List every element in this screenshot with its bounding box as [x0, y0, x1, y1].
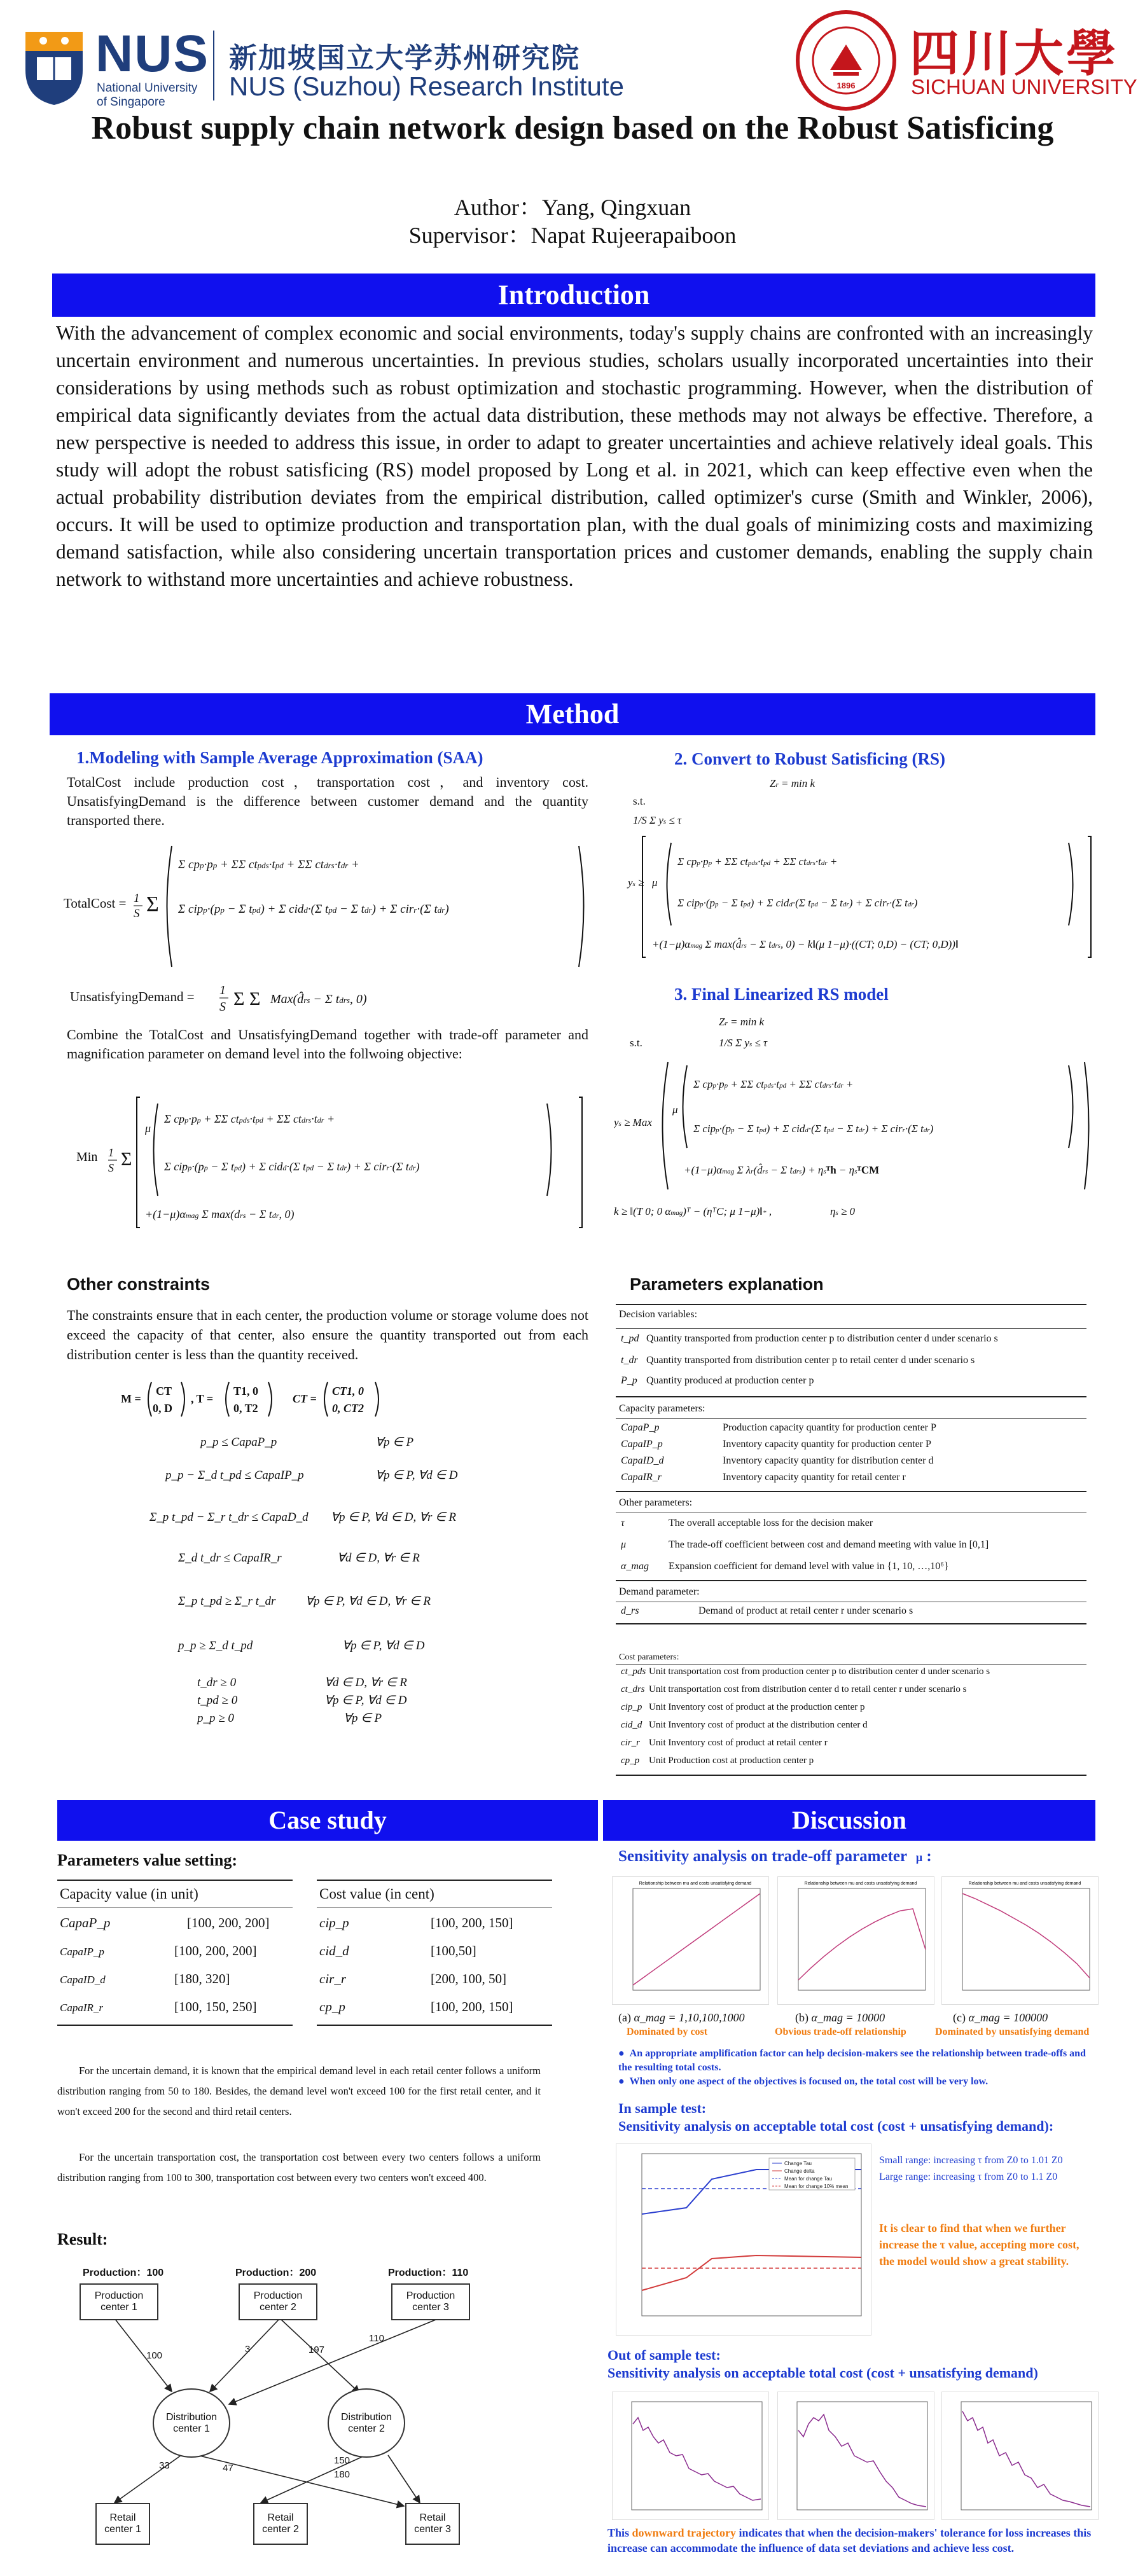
large-range-text: Large range: increasing τ from Z0 to 1.1 Z0 [879, 2171, 1058, 2182]
svg-text:Σ cipp·(pp − Σ tpd) + Σ cidd·(: Σ cipp·(pp − Σ tpd) + Σ cidd·(Σ tpd − Σ tdr) + Σ cirr·(Σ tdr) [164, 1160, 420, 1173]
decision-label: Decision variables: [619, 1309, 698, 1320]
supervisor: Supervisor：Napat Rujeerapaiboon [408, 223, 737, 248]
nus-crest-icon [19, 25, 89, 108]
chart-c-series [962, 1894, 1090, 1978]
svg-text:Σ cipp·(pp − Σ tpd) + Σ cidd·(: Σ cipp·(pp − Σ tpd) + Σ cidd·(Σ tpd − Σ tdr) + Σ cirr·(Σ tdr) [693, 1123, 934, 1135]
unsat-formula [219, 976, 487, 1021]
objective-formula [108, 1094, 598, 1234]
constraint-row: p_p ≥ 0 ∀p ∈ P [197, 1712, 382, 1725]
rs-formula [627, 773, 1097, 964]
chart-a-title: Relationship between mu and costs unsatisfying demand [639, 1881, 752, 1886]
case-heading: Case study [57, 1800, 598, 1841]
unsat-equation [64, 976, 598, 1021]
prod-label-3: Production：110 [388, 2268, 469, 2278]
outsample-chart-2 [777, 2392, 934, 2520]
svg-text:μ: μ [672, 1104, 678, 1116]
nus-suzhou-cn: 新加坡国立大学苏州研究院 [229, 42, 580, 74]
production-center-3: Production center 3 [391, 2283, 470, 2320]
case-param-title: Parameters value setting: [57, 1851, 238, 1869]
constraint-row: t_dr ≥ 0 ∀d ∈ D, ∀r ∈ R [197, 1676, 407, 1689]
outsample-chart-1-svg [613, 2392, 768, 2519]
totalcost-formula [134, 840, 598, 973]
case-para-2: For the uncertain transportation cost, the transportation cost between every two centers follows a uniform distribution ranging from 100 to 300, transportation cost between every two centers won't exceed 400. [57, 2151, 541, 2184]
sens1-title: Sensitivity analysis on trade-off parameter μ : [618, 1848, 932, 1865]
capacity-row: CapaID_d Inventory capacity quantity for distribution center d [621, 1455, 934, 1466]
svg-text:S: S [219, 1000, 226, 1014]
subcaption-c: (c) α_mag = 100000 [953, 2011, 1048, 2024]
outsample-2-series [798, 2414, 926, 2507]
nus-wordmark: NUS [95, 25, 210, 83]
sensitivity-chart-a [612, 1876, 769, 2005]
cap-table-row: CapaP_p [100, 200, 200] [60, 1915, 270, 1930]
stability-text: It is clear to find that when we further increase the τ value, accepting more cost, the model would show a great stability. [879, 2222, 1079, 2268]
decision-row: t_pd Quantity transported from production center p to distribution center d under scenario s [621, 1333, 998, 1344]
svg-text:Σ: Σ [146, 892, 159, 916]
svg-text:CT1, 0: CT1, 0 [332, 1385, 364, 1397]
cost-row: ct_pds Unit transportation cost from production center p to distribution center d under scenario s [621, 1666, 990, 1677]
method-s1-title: 1.Modeling with Sample Average Approximation (SAA) [76, 748, 483, 767]
subcaption-b: (b) α_mag = 10000 [795, 2011, 885, 2024]
scu-year: 1896 [836, 81, 856, 90]
sensitivity-chart-c [941, 1876, 1099, 2005]
other-param-row: μ The trade-off coefficient between cost and demand meeting with value in [0,1] [621, 1539, 989, 1550]
constraint-row: p_p ≤ CapaP_p ∀p ∈ P [200, 1436, 414, 1449]
svg-text:ys ≥: ys ≥ [628, 876, 644, 889]
method-s3-title: 3. Final Linearized RS model [674, 985, 889, 1004]
production-center-1: Production center 1 [80, 2283, 158, 2320]
svg-text:Max(d̂rs − Σ tdrs, 0): Max(d̂rs − Σ tdrs, 0) [270, 992, 367, 1006]
intro-text: With the advancement of complex economic and social environments, today's supply chains are confronted with an increasingly uncertain environment and numerous uncertainties. In previous studies, scholars usually incorporated uncertainties into their considerations by using methods such as robust optimization and stochastic programming. However, when the distribution of empirical data significantly deviates from the actual data distribution, these methods may not always be effective. Therefore, a new perspective is needed to address this issue, in order to adapt to greater uncertainties and achieve relatively ideal goals. This study will adopt the robust satisficing (RS) model proposed by Long et al. in 2021, which can keep effective even when the actual probability distribution deviates from the empirical distribution, called optimizer's curse (Smith and Winkler, 2006), occurs. It will be used to optimize production and transportation plan, with the dual goals of minimizing costs and maximizing demand satisfaction, while also considering uncertain transportation prices and customer demands, enabling the supply chain network to withstand more uncertainties and achieve robustness. [56, 322, 1093, 590]
svg-text:0, D: 0, D [153, 1402, 172, 1415]
outsample-chart-3 [941, 2392, 1099, 2520]
intro-heading: Introduction [52, 274, 1095, 317]
other-constraints-title: Other constraints [67, 1275, 211, 1294]
svg-text:ηs ≥ 0: ηs ≥ 0 [830, 1205, 856, 1217]
caption-c: Dominated by unsatisfying demand [935, 2026, 1090, 2037]
svg-text:Zr = min k: Zr = min k [770, 777, 815, 789]
svg-text:+(1−μ)αmag Σ λr(d̂rs − Σ tdrs): +(1−μ)αmag Σ λr(d̂rs − Σ tdrs) + ηsᵀh − ηsᵀCM [684, 1164, 880, 1176]
chart-c-svg [942, 1877, 1098, 2004]
cost-row: cid_d Unit Inventory cost of product at the distribution center d [621, 1720, 868, 1730]
svg-text:CT: CT [156, 1385, 172, 1397]
cost-label: Cost parameters: [619, 1652, 679, 1662]
chart-c-title: Relationship between mu and costs unsatisfying demand [968, 1881, 1081, 1886]
svg-text:Σ cipp·(pp − Σ tpd) + Σ cidd·(: Σ cipp·(pp − Σ tpd) + Σ cidd·(Σ tpd − Σ tdr) + Σ cirr·(Σ tdr) [677, 897, 918, 909]
prod-label-2: Production：200 [235, 2268, 317, 2278]
params-box [609, 1304, 1093, 1792]
capacity-label: Capacity parameters: [619, 1403, 705, 1414]
chart-b-series [798, 1909, 926, 1980]
demand-row: d_rs Demand of product at retail center r under scenario s [621, 1605, 913, 1616]
objective-equation [64, 1094, 598, 1234]
other-constraints-text: The constraints ensure that in each center, the production volume or storage volume does not exceed the capacity of that center, also ensure the quantity transported out from each distribution center is less than the quantity received. [67, 1307, 588, 1362]
nus-suzhou-en: NUS (Suzhou) Research Institute [229, 71, 624, 101]
retail-center-2: Retail center 2 [253, 2503, 308, 2545]
constraint-row: t_pd ≥ 0 ∀p ∈ P, ∀d ∈ D [197, 1694, 407, 1707]
scu-cn: 四川大學 [910, 25, 1119, 83]
bullet-1: ● An appropriate amplification factor can help decision-makers see the relationship between trade-offs and the resulting total costs. [618, 2048, 1086, 2073]
svg-text:Mean for change 10% mean: Mean for change 10% mean [784, 2184, 849, 2189]
chart-b-svg [778, 1877, 934, 2004]
cap-table-row: CapaIP_p [100, 200, 200] [60, 1943, 257, 1958]
flow-label: 47 [223, 2463, 233, 2474]
cost-row: cir_r Unit Inventory cost of product at retail center r [621, 1738, 828, 1748]
insample-chart-svg [616, 2144, 871, 2335]
svg-text:+(1−μ)αmag Σ max(d̂rs − Σ tdrs: +(1−μ)αmag Σ max(d̂rs − Σ tdrs, 0) − k‖(μ 1−μ)·((CT; 0,D) − (CT; 0,D))‖ [652, 938, 959, 950]
cost-row: cip_p Unit Inventory cost of product at the production center p [621, 1702, 865, 1712]
svg-text:1/S Σ ys ≤ τ: 1/S Σ ys ≤ τ [633, 814, 682, 826]
network-diagram [70, 2264, 503, 2551]
retail-center-3: Retail center 3 [405, 2503, 460, 2545]
final-rs-equation [614, 1011, 1097, 1247]
constraint-row: Σ_d t_dr ≤ CapaIR_r ∀d ∈ D, ∀r ∈ R [178, 1551, 420, 1565]
method-heading: Method [50, 693, 1095, 735]
other-params-label: Other parameters: [619, 1497, 693, 1508]
svg-text:Σ: Σ [121, 1149, 132, 1170]
svg-text:Σ cipp·(pp − Σ tpd) + Σ cidd·(: Σ cipp·(pp − Σ tpd) + Σ cidd·(Σ tpd − Σ tdr) + Σ cirr·(Σ tdr) [178, 903, 449, 916]
svg-text:CT =: CT = [293, 1392, 317, 1405]
distribution-center-2: Distribution center 2 [328, 2388, 405, 2458]
chart-a-series [633, 1894, 760, 1985]
caption-a: Dominated by cost [627, 2026, 708, 2037]
svg-text:0, CT2: 0, CT2 [332, 1402, 364, 1415]
flow-label: 100 [146, 2350, 163, 2361]
flow-label: 3 [245, 2344, 251, 2355]
subcaption-a: (a) α_mag = 1,10,100,1000 [618, 2011, 745, 2024]
production-center-2: Production center 2 [239, 2283, 317, 2320]
final-conclusion: This downward trajectory indicates that when the decision-makers' tolerance for loss increases this increase can accommodate the influence of data set deviations and achieve less cost. [607, 2526, 1092, 2554]
prod-label-1: Production：100 [83, 2268, 164, 2278]
discussion-heading: Discussion [603, 1800, 1095, 1841]
cap-table-row: CapaIR_r [100, 150, 250] [60, 1999, 257, 2014]
outsample-1-series [633, 2418, 761, 2500]
svg-text:S: S [108, 1161, 114, 1174]
svg-text:T1, 0: T1, 0 [233, 1385, 259, 1397]
other-param-row: α_mag Expansion coefficient for demand level with value in {1, 10, …,10⁶} [621, 1561, 949, 1572]
svg-text:, T =: , T = [191, 1392, 214, 1405]
flow-label: 33 [159, 2460, 170, 2471]
cost-table-header: Cost value (in cent) [319, 1886, 434, 1902]
insample-chart [616, 2143, 871, 2336]
unsat-label: UnsatisfyingDemand = [70, 989, 195, 1004]
params-title: Parameters explanation [630, 1275, 824, 1294]
totalcost-equation [64, 840, 598, 973]
svg-text:Σ cpp·pp + ΣΣ ctpds·tpd + ΣΣ c: Σ cpp·pp + ΣΣ ctpds·tpd + ΣΣ ctdrs·tdr + [677, 855, 838, 868]
svg-text:1: 1 [219, 983, 226, 997]
case-para-1: For the uncertain demand, it is known that the empirical demand level in each retail center follows a uniform distribution ranging from 50 to 180. Besides, the demand level won't exceed 100 for the first retail center, and it won't exceed 200 for the second and third retail centers. [57, 2065, 541, 2117]
nus-logo [19, 25, 229, 108]
other-param-row: τ The overall acceptable loss for the decision maker [621, 1518, 873, 1528]
demand-label: Demand parameter: [619, 1586, 700, 1597]
outsample-chart-2-svg [778, 2392, 934, 2519]
outsample-chart-1 [612, 2392, 769, 2520]
caption-b: Obvious trade-off relationship [775, 2026, 906, 2037]
matrix-formula [121, 1377, 477, 1422]
scu-seal-icon [795, 10, 897, 111]
svg-text:ys ≥ Max: ys ≥ Max [614, 1116, 652, 1128]
poster-title: Robust supply chain network design based on the Robust Satisficing [91, 110, 1054, 146]
bullet-dot-icon: ● [618, 2048, 630, 2059]
svg-text:Σ Σ: Σ Σ [233, 988, 261, 1009]
svg-text:Σ cpp·pp + ΣΣ ctpds·tpd + ΣΣ c: Σ cpp·pp + ΣΣ ctpds·tpd + ΣΣ ctdrs·tdr + [164, 1112, 335, 1125]
constraint-row: Σ_p t_pd − Σ_r t_dr ≤ CapaD_d ∀p ∈ P, ∀d ∈ D, ∀r ∈ R [149, 1511, 457, 1524]
capacity-row: CapaIR_r Inventory capacity quantity for retail center r [621, 1472, 906, 1483]
objective-min: Min [76, 1150, 98, 1164]
flow-label: 110 [369, 2333, 384, 2344]
bullet-2: ● When only one aspect of the objectives is focused on, the total cost will be very low. [618, 2076, 989, 2087]
cost-row: ct_drs Unit transportation cost from distribution center d to retail center r under scenario s [621, 1684, 967, 1694]
svg-text:1: 1 [108, 1146, 114, 1159]
method-s2-title: 2. Convert to Robust Satisficing (RS) [674, 749, 946, 768]
svg-text:k ≥ ‖(T 0; 0 αmag)ᵀ − (ηᵀC;: k ≥ ‖(T 0; 0 αmag)ᵀ − (ηᵀC; μ 1−μ)‖* , [614, 1205, 772, 1217]
svg-text:μ: μ [145, 1122, 151, 1135]
cost-table-row: cip_p [100, 200, 150] [319, 1915, 513, 1930]
cost-table-row: cir_r [200, 100, 50] [319, 1971, 506, 1986]
svg-text:μ: μ [652, 876, 658, 889]
combine-text: Combine the TotalCost and UnsatisfyingDemand together with trade-off parameter and magnification parameter on demand level into the follwoing objective: [67, 1027, 588, 1062]
decision-row: t_dr Quantity transported from distribution center p to retail center d under scenario s [621, 1355, 975, 1366]
result-title: Result: [57, 2230, 108, 2248]
flow-label: 150 [334, 2455, 350, 2466]
sensitivity-chart-b [777, 1876, 934, 2005]
capacity-row: CapaIP_p Inventory capacity quantity for production center P [621, 1439, 931, 1450]
retail-center-1: Retail center 1 [95, 2503, 150, 2545]
cost-row: cp_p Unit Production cost at production center p [621, 1755, 814, 1766]
scu-logo [795, 10, 897, 111]
svg-text:Change delta: Change delta [784, 2168, 815, 2174]
matrix-definitions [121, 1377, 477, 1422]
svg-text:Σ cpp·pp + ΣΣ ctpds·tpd + ΣΣ c: Σ cpp·pp + ΣΣ ctpds·tpd + ΣΣ ctdrs·tdr + [178, 858, 359, 871]
outsample-line-1: Out of sample test: [607, 2347, 721, 2363]
svg-text:Σ cpp·pp + ΣΣ ctpds·tpd + ΣΣ c: Σ cpp·pp + ΣΣ ctpds·tpd + ΣΣ ctdrs·tdr + [693, 1078, 854, 1090]
svg-text:1: 1 [134, 892, 140, 905]
svg-text:+(1−μ)αmag Σ max(drs − Σ tdr,: +(1−μ)αmag Σ max(drs − Σ tdr, 0) [145, 1208, 295, 1221]
svg-text:Change Tau: Change Tau [784, 2161, 812, 2166]
svg-text:M =: M = [121, 1392, 141, 1405]
cap-table-header: Capacity value (in unit) [60, 1886, 198, 1902]
svg-text:0, T2: 0, T2 [233, 1402, 258, 1415]
svg-text:S: S [134, 907, 140, 920]
cap-table-row: CapaID_d [180, 320] [60, 1971, 230, 1986]
constraint-row: p_p − Σ_d t_pd ≤ CapaIP_p ∀p ∈ P, ∀d ∈ D [165, 1469, 458, 1482]
scu-en: SICHUAN UNIVERSITY [911, 75, 1137, 99]
author: Author：Yang, Qingxuan [454, 195, 691, 220]
capacity-row: CapaP_p Production capacity quantity for production center P [621, 1422, 936, 1433]
svg-text:Mean for change Tau: Mean for change Tau [784, 2176, 833, 2182]
method-s1-text: TotalCost include production cost，transportation cost，and inventory cost. UnsatisfyingDemand is the difference between customer demand and the quantity transported there. [67, 774, 588, 828]
svg-text:s.t.: s.t. [633, 795, 646, 807]
nus-subtitle-1: National University [97, 81, 198, 95]
totalcost-label: TotalCost = [64, 896, 127, 911]
flow-label: 197 [309, 2344, 325, 2355]
outsample-line-2: Sensitivity analysis on acceptable total cost (cost + unsatisfying demand) [607, 2365, 1038, 2381]
chart-b-title: Relationship between mu and costs unsatisfying demand [804, 1881, 917, 1886]
constraint-row: Σ_p t_pd ≥ Σ_r t_dr ∀p ∈ P, ∀d ∈ D, ∀r ∈ R [178, 1595, 431, 1608]
final-rs-formula [614, 1011, 1097, 1247]
bullet-dot-icon: ● [618, 2076, 630, 2087]
outsample-chart-3-svg [942, 2392, 1098, 2519]
header-divider [213, 31, 214, 100]
svg-text:Zr = min k: Zr = min k [719, 1016, 765, 1028]
insample-series-delta [642, 2255, 861, 2290]
chart-a-svg [613, 1877, 768, 2004]
rs-equation [627, 773, 1097, 964]
constraint-row: p_p ≥ Σ_d t_pd ∀p ∈ P, ∀d ∈ D [178, 1639, 425, 1652]
svg-text:1/S Σ ys ≤ τ: 1/S Σ ys ≤ τ [719, 1037, 768, 1049]
svg-text:s.t.: s.t. [630, 1037, 642, 1049]
cost-table-row: cid_d [100,50] [319, 1943, 476, 1958]
small-range-text: Small range: increasing τ from Z0 to 1.01 Z0 [879, 2155, 1063, 2166]
insample-line-1: In sample test: [618, 2100, 707, 2116]
flow-label: 180 [334, 2469, 350, 2480]
decision-row: P_p Quantity produced at production center p [621, 1375, 814, 1386]
nus-subtitle-2: of Singapore [97, 95, 165, 109]
outsample-3-series [962, 2411, 1090, 2507]
insample-line-2: Sensitivity analysis on acceptable total cost (cost + unsatisfying demand): [618, 2118, 1054, 2134]
distribution-center-1: Distribution center 1 [153, 2388, 230, 2458]
cost-table-row: cp_p [100, 200, 150] [319, 1999, 513, 2014]
